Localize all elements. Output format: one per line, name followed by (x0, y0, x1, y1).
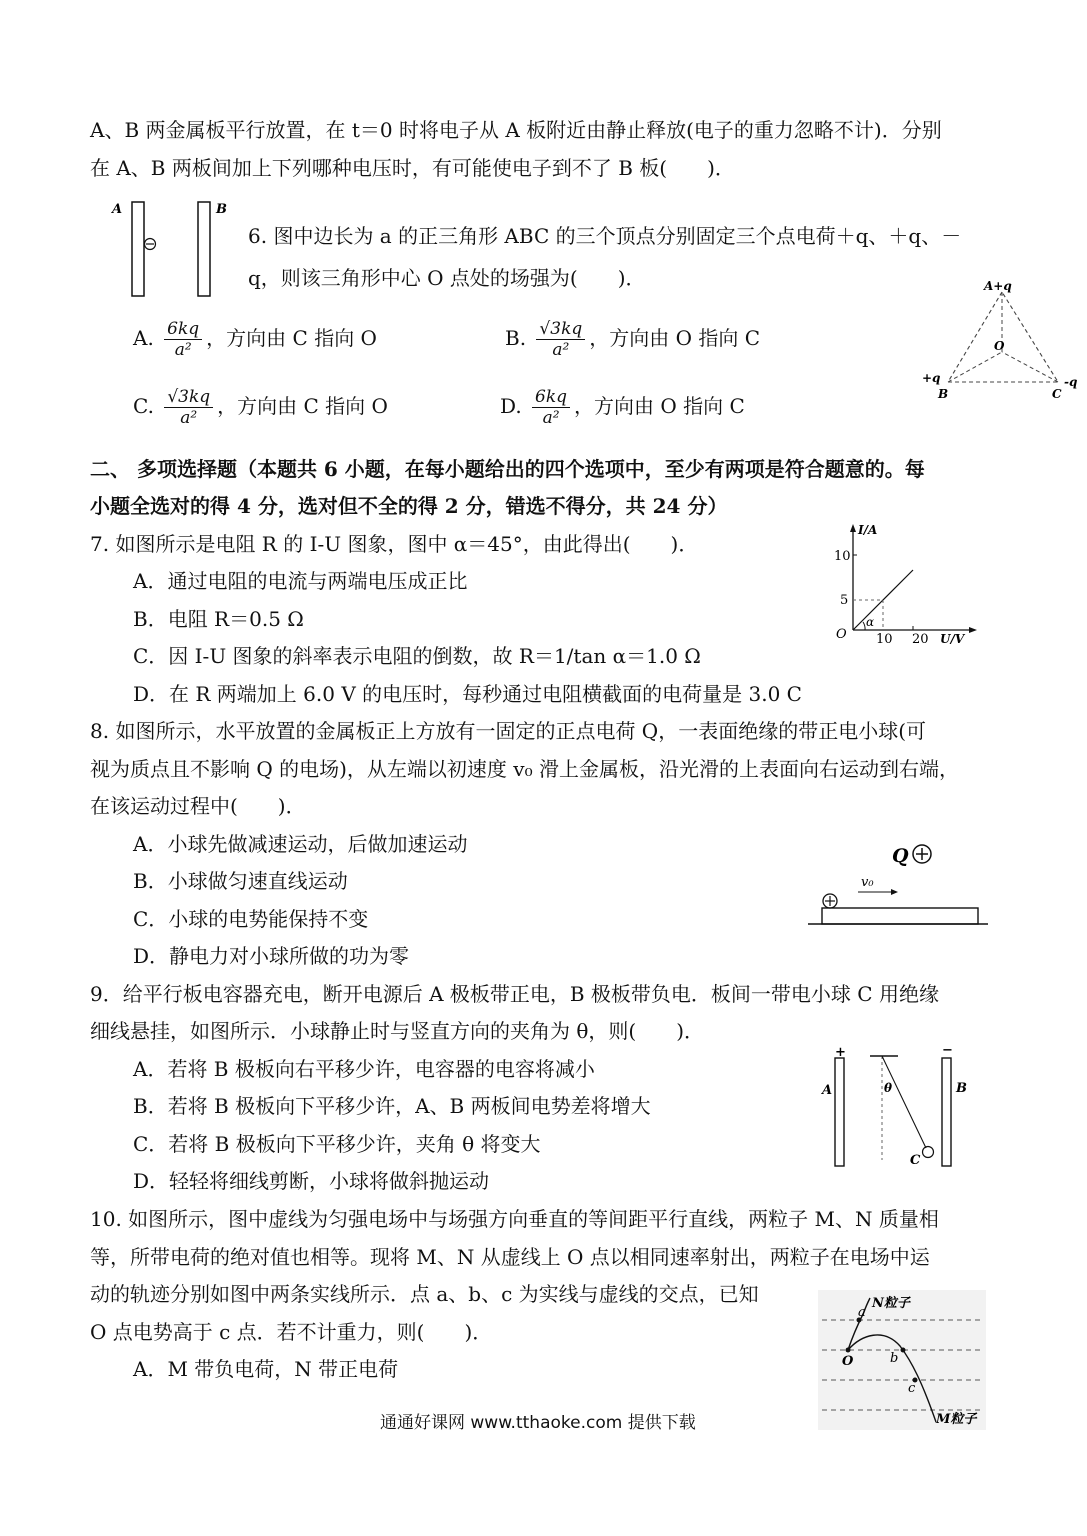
q5-line1: A、B 两金属板平行放置，在 t＝0 时将电子从 A 板附近由静止释放(电子的重力忽略不计)．分别 (90, 118, 942, 142)
q5-line2: 在 A、B 两板间加上下列哪种电压时，有可能使电子到不了 B 板( )． (90, 156, 735, 180)
cap-minus: − (942, 1043, 953, 1058)
q6-b-label: B. (505, 326, 527, 350)
q10-line2: 等，所带电荷的绝对值也相等。现将 M、N 从虚线上 O 点以相同速率射出，两粒子在电场中运 (90, 1245, 930, 1269)
q6-line1: 6. 图中边长为 a 的正三角形 ABC 的三个顶点分别固定三个点电荷＋q、＋q、－ (248, 224, 962, 248)
q6-d-num: 6kq (532, 387, 570, 408)
capacitor-figure (818, 1042, 978, 1172)
q7-option-b: B．电阻 R＝0.5 Ω (133, 607, 304, 631)
tri-left-label: B (938, 387, 949, 401)
q7-option-c: C．因 I-U 图象的斜率表示电阻的倒数，故 R＝1/tan α＝1.0 Ω (133, 644, 701, 668)
tri-left-charge: +q (922, 371, 941, 385)
q6-b-num: √3kq (536, 319, 585, 340)
q9-line2: 细线悬挂，如图所示．小球静止时与竖直方向的夹角为 θ，则( )． (90, 1019, 705, 1043)
cap-plus: + (835, 1045, 846, 1060)
iu-ylabel: I/A (858, 523, 878, 537)
q6-b-dir: ，方向由 O 指向 C (589, 326, 761, 350)
q6-c-den: a² (180, 408, 198, 428)
q6-a-fraction (164, 319, 202, 360)
q9-line1: 9．给平行板电容器充电，断开电源后 A 极板带正电，B 极板带负电．板间一带电小球 C 用绝缘 (90, 982, 939, 1006)
iu-y10: 10 (834, 549, 851, 564)
cap-a-label: A (822, 1083, 833, 1098)
q9-option-b: B．若将 B 极板向下平移少许，A、B 两板间电势差将增大 (133, 1094, 651, 1118)
q6-b-fraction (536, 319, 585, 360)
traj-n-label: N粒子 (872, 1296, 910, 1311)
q9-option-c: C．若将 B 极板向下平移少许，夹角 θ 将变大 (133, 1132, 541, 1156)
q8-charge-label: Q (892, 845, 909, 867)
q8-line1: 8. 如图所示，水平放置的金属板正上方放有一固定的正点电荷 Q，一表面绝缘的带正电小球(可 (90, 719, 926, 743)
plates-figure (108, 198, 228, 302)
cap-theta: θ (884, 1081, 893, 1095)
q6-a-label: A. (133, 326, 154, 350)
q7-option-a: A．通过电阻的电流与两端电压成正比 (133, 569, 468, 593)
cap-c-label: C (910, 1153, 921, 1168)
q6-d-label: D. (500, 394, 522, 418)
q8-option-b: B．小球做匀速直线运动 (133, 869, 348, 893)
q10-line1: 10. 如图所示，图中虚线为匀强电场中与场强方向垂直的等间距平行直线，两粒子 M、N 质量相 (90, 1207, 939, 1231)
q10-option-a: A．M 带负电荷，N 带正电荷 (133, 1357, 399, 1381)
triangle-figure (918, 272, 1086, 406)
q9-option-d: D．轻轻将细线剪断，小球将做斜抛运动 (133, 1169, 490, 1193)
iu-xlabel: U/V (940, 632, 965, 646)
q6-a-dir: ，方向由 C 指向 O (206, 326, 377, 350)
q6-c-fraction (164, 387, 213, 428)
q8-option-a: A．小球先做减速运动，后做加速运动 (133, 832, 468, 856)
q8-option-d: D．静电力对小球所做的功为零 (133, 944, 410, 968)
q8-line3: 在该运动过程中( )． (90, 794, 306, 818)
q6-d-dir: ，方向由 O 指向 C (574, 394, 745, 418)
iu-y5: 5 (840, 593, 849, 608)
q6-a-num: 6kq (164, 319, 202, 340)
traj-a-label: a (858, 1305, 866, 1320)
tri-center-label: O (994, 339, 1005, 353)
q6-option-b (505, 314, 760, 362)
q6-line2: q，则该三角形中心 O 点处的场强为( )． (248, 266, 646, 290)
iu-x20: 20 (912, 632, 929, 647)
iu-x10: 10 (876, 632, 893, 647)
q6-c-dir: ，方向由 C 指向 O (217, 394, 388, 418)
iu-origin: O (836, 627, 847, 642)
q6-option-c (133, 382, 388, 430)
traj-m-label: M粒子 (936, 1412, 977, 1427)
q8-v0: v₀ (861, 875, 874, 890)
iu-alpha: α (866, 615, 875, 629)
q6-b-den: a² (552, 340, 570, 360)
q10-line3: 动的轨迹分别如图中两条实线所示．点 a、b、c 为实线与虚线的交点，已知 (90, 1282, 759, 1306)
q8-line2: 视为质点且不影响 Q 的电场)，从左端以初速度 v₀ 滑上金属板，沿光滑的上表面向右运动到右端， (90, 757, 959, 781)
page-footer: 通通好课网 www.tthaoke.com 提供下载 (380, 1413, 696, 1433)
plate-charge-figure (808, 838, 994, 930)
q6-c-label: C. (133, 394, 154, 418)
q6-option-d (500, 382, 745, 430)
cap-b-label: B (956, 1081, 967, 1096)
q6-c-num: √3kq (164, 387, 213, 408)
q6-d-den: a² (542, 408, 560, 428)
section2-line1: 二、 多项选择题（本题共 6 小题，在每小题给出的四个选项中，至少有两项是符合题意的。每 (90, 457, 925, 481)
q6-a-den: a² (174, 340, 192, 360)
hanging-ball-icon (923, 1147, 934, 1158)
traj-c-label: c (908, 1381, 916, 1396)
q8-option-c: C．小球的电势能保持不变 (133, 907, 369, 931)
q7-option-d: D．在 R 两端加上 6.0 V 的电压时，每秒通过电阻横截面的电荷量是 3.0 C (133, 682, 802, 706)
trajectory-figure (818, 1290, 988, 1436)
tri-top-label: A+q (984, 279, 1012, 293)
q6-option-a (133, 314, 377, 362)
q9-option-a: A．若将 B 极板向右平移少许，电容器的电容将减小 (133, 1057, 595, 1081)
q10-line4: O 点电势高于 c 点．若不计重力，则( )． (90, 1320, 493, 1344)
iu-graph (828, 518, 978, 652)
section2-line2: 小题全选对的得 4 分，选对但不全的得 2 分，错选不得分，共 24 分） (90, 494, 728, 518)
traj-o-label: O (842, 1354, 854, 1369)
plate-b-label: B (216, 202, 227, 217)
q7-stem: 7. 如图所示是电阻 R 的 I-U 图象，图中 α＝45°，由此得出( )． (90, 532, 699, 556)
tri-right-label: C (1052, 387, 1062, 401)
tri-right-charge: -q (1064, 375, 1078, 389)
traj-b-label: b (890, 1351, 899, 1366)
plate-a-label: A (112, 202, 123, 217)
q6-d-fraction (532, 387, 570, 428)
